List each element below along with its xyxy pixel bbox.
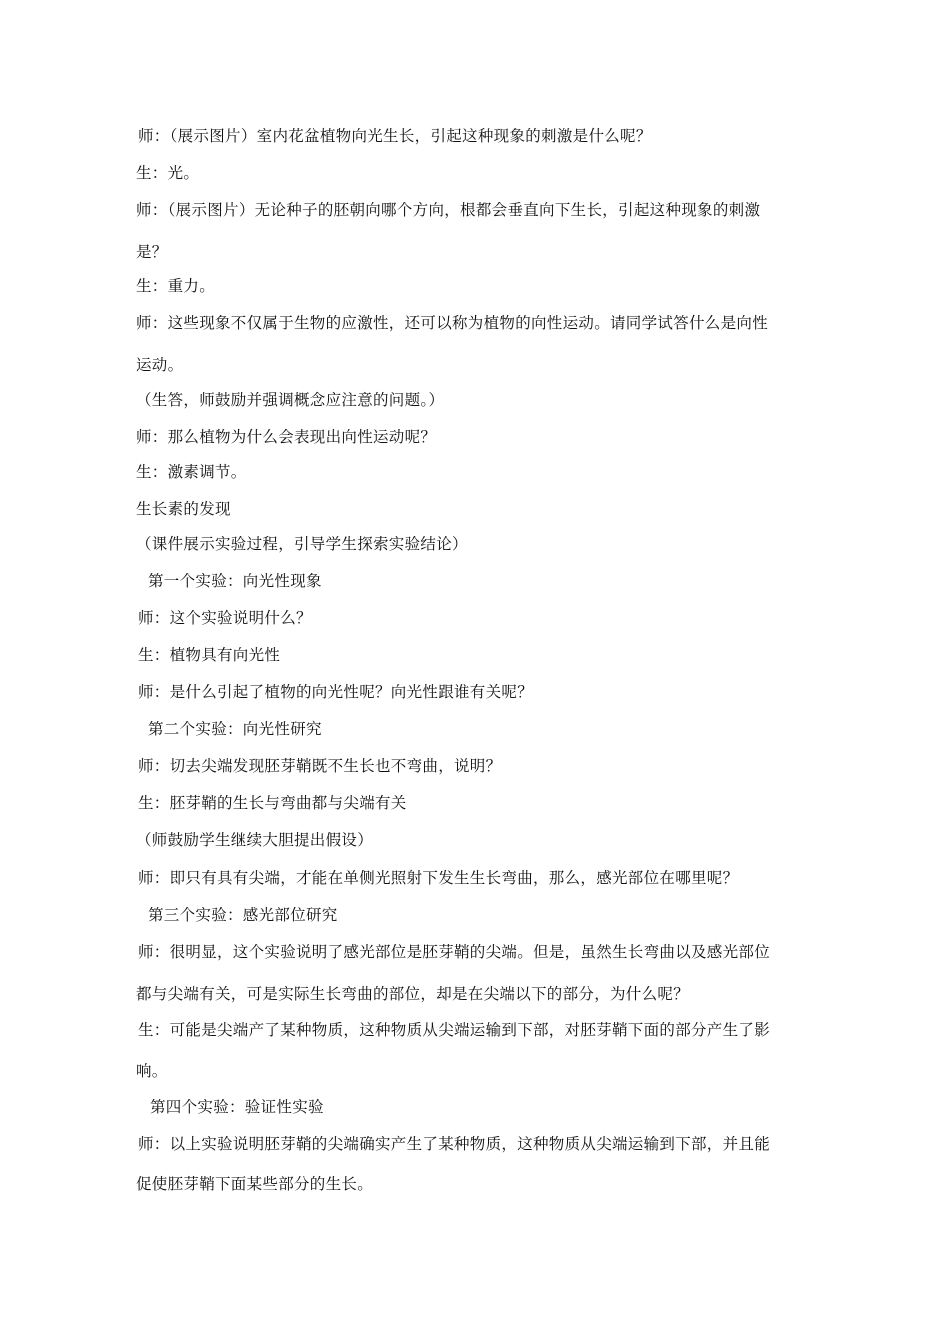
dialogue-line: 生：激素调节。: [136, 463, 247, 481]
section-heading: 生长素的发现: [136, 500, 231, 518]
experiment-heading: 第一个实验：向光性现象: [148, 572, 322, 590]
dialogue-line: 师：这些现象不仅属于生物的应激性，还可以称为植物的向性运动。请同学试答什么是向性: [136, 314, 769, 332]
dialogue-line: 师：即只有具有尖端，才能在单侧光照射下发生生长弯曲，那么，感光部位在哪里呢？: [138, 869, 739, 887]
dialogue-line: 生：光。: [136, 164, 200, 182]
dialogue-line: 生：重力。: [136, 277, 216, 295]
dialogue-line: 是？: [136, 243, 168, 261]
dialogue-line: 运动。: [136, 356, 184, 374]
dialogue-line: 生：胚芽鞘的生长与弯曲都与尖端有关: [138, 794, 407, 812]
experiment-heading: 第四个实验：验证性实验: [150, 1098, 324, 1116]
dialogue-line: 师：这个实验说明什么？: [138, 609, 312, 627]
dialogue-line: 响。: [136, 1062, 168, 1080]
dialogue-line: 师：切去尖端发现胚芽鞘既不生长也不弯曲，说明？: [138, 757, 502, 775]
dialogue-line: 师：（展示图片）室内花盆植物向光生长，引起这种现象的刺激是什么呢？: [138, 127, 652, 145]
dialogue-line: 都与尖端有关，可是实际生长弯曲的部位，却是在尖端以下的部分，为什么呢？: [136, 985, 690, 1003]
dialogue-line: 生：植物具有向光性: [138, 646, 281, 664]
experiment-heading: 第二个实验：向光性研究: [148, 720, 322, 738]
stage-note: （课件展示实验过程，引导学生探索实验结论）: [136, 535, 468, 553]
stage-note: （生答，师鼓励并强调概念应注意的问题。）: [136, 391, 445, 409]
dialogue-line: 师：那么植物为什么会表现出向性运动呢？: [136, 428, 437, 446]
experiment-heading: 第三个实验：感光部位研究: [148, 906, 338, 924]
dialogue-line: 师：是什么引起了植物的向光性呢？向光性跟谁有关呢？: [138, 683, 534, 701]
dialogue-line: 师：以上实验说明胚芽鞘的尖端确实产生了某种物质，这种物质从尖端运输到下部，并且能: [138, 1135, 771, 1153]
dialogue-line: 师：很明显，这个实验说明了感光部位是胚芽鞘的尖端。但是，虽然生长弯曲以及感光部位: [138, 943, 771, 961]
dialogue-line: 师：（展示图片）无论种子的胚朝向哪个方向，根都会垂直向下生长，引起这种现象的刺激: [136, 201, 761, 219]
stage-note: （师鼓励学生继续大胆提出假设）: [136, 831, 374, 849]
dialogue-line: 生：可能是尖端产了某种物质，这种物质从尖端运输到下部，对胚芽鞘下面的部分产生了影: [138, 1021, 771, 1039]
dialogue-line: 促使胚芽鞘下面某些部分的生长。: [136, 1175, 374, 1193]
